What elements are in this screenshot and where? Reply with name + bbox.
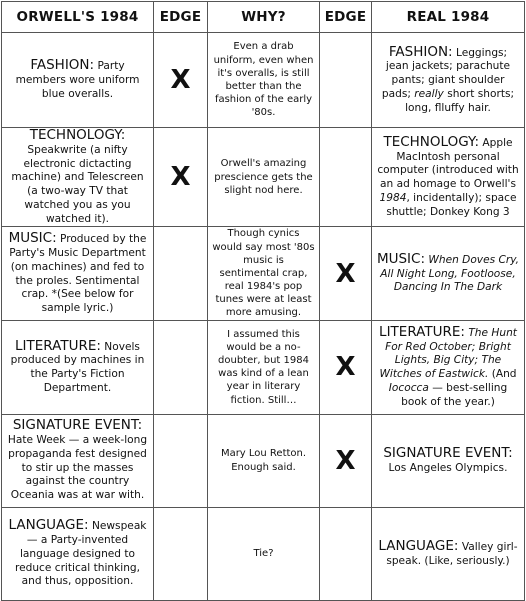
- real-cell: [372, 507, 525, 600]
- real-text-italic: The Hunt For Red October; Bright Lights, Big City; The Witches of Eastwick.: [379, 326, 517, 381]
- header-real: REAL 1984: [372, 2, 525, 33]
- category-label: FASHION:: [388, 43, 453, 60]
- table-row-language: [2, 507, 525, 600]
- real-text-italic: 1984: [379, 191, 407, 204]
- edge-right-cell: [320, 33, 372, 128]
- why-cell: Tie?: [208, 507, 320, 600]
- why-cell: Mary Lou Retton. Enough said.: [208, 414, 320, 507]
- orwell-cell: [2, 128, 154, 227]
- winner-x-mark: X: [170, 65, 191, 95]
- edge-left-cell: [154, 414, 208, 507]
- category-label: SIGNATURE EVENT:: [12, 417, 143, 434]
- orwell-cell: [2, 507, 154, 600]
- category-label: SIGNATURE EVENT:: [383, 444, 513, 461]
- edge-right-cell: [320, 128, 372, 227]
- table-row-music: [2, 227, 525, 320]
- edge-left-cell: [154, 507, 208, 600]
- real-text: Valley girl-speak. (Like, seriously.): [386, 540, 518, 567]
- real-cell: [372, 414, 525, 507]
- header-row: [2, 2, 525, 33]
- real-text: — best-selling book of the year.): [401, 381, 508, 408]
- orwell-cell: [2, 227, 154, 320]
- real-cell: [372, 227, 525, 320]
- orwell-text: Hate Week — a week-long propaganda fest designed to stir up the masses against the country Oceania was at war with.: [7, 434, 148, 502]
- table-row-signature-event: [2, 414, 525, 507]
- category-label: LANGUAGE:: [8, 517, 89, 534]
- real-text: (And: [488, 368, 517, 381]
- orwell-text: Speakwrite (a nifty electronic dictacting machine) and Telescreen (a two-way TV that watched you as you watched it).: [11, 143, 144, 225]
- header-why: WHY?: [208, 2, 320, 33]
- why-cell: Orwell's amazing prescience gets the slight nod here.: [208, 128, 320, 227]
- category-label: LANGUAGE:: [378, 537, 459, 554]
- category-label: LITERATURE:: [15, 337, 101, 354]
- table-row-literature: [2, 320, 525, 414]
- orwell-text: Produced by the Party's Music Department (on machines) and fed to the proles. Sentimental crap. *(See below for sample lyric.): [9, 233, 147, 315]
- orwell-cell: [2, 414, 154, 507]
- winner-x-mark: X: [335, 258, 356, 289]
- edge-right-cell: [320, 227, 372, 320]
- real-text-italic: really: [414, 87, 444, 100]
- comparison-table: [1, 1, 525, 601]
- edge-left-cell: [154, 128, 208, 227]
- orwell-text: Party members wore uniform blue overalls.: [15, 60, 140, 100]
- orwell-cell: [2, 320, 154, 414]
- header-edge-left: EDGE: [154, 2, 208, 33]
- real-text: Leggings; jean jackets; parachute pants; giant shoulder pads;: [381, 46, 511, 100]
- real-text: short shorts; long, flluffy hair.: [405, 87, 515, 114]
- category-label: TECHNOLOGY:: [383, 133, 479, 150]
- real-text: Apple MacIntosh personal computer (introduced with an ad homage to Orwell's: [377, 136, 519, 191]
- header-orwell: ORWELL'S 1984: [2, 2, 154, 33]
- orwell-text: Newspeak — a Party-invented language designed to reduce critical thinking, and thus, opposition.: [14, 520, 147, 588]
- table-row-technology: [2, 128, 525, 227]
- edge-left-cell: [154, 227, 208, 320]
- orwell-cell: [2, 33, 154, 128]
- header-edge-right: EDGE: [320, 2, 372, 33]
- category-label: FASHION:: [30, 57, 95, 74]
- real-text: , incidentally); space shuttle; Donkey Kong 3: [386, 191, 517, 218]
- real-text: Los Angeles Olympics.: [388, 461, 508, 474]
- real-cell: [372, 320, 525, 414]
- why-cell: Even a drab uniform, even when it's overalls, is still better than the fashion of the early '80s.: [208, 33, 320, 128]
- why-cell: I assumed this would be a no-doubter, but 1984 was kind of a lean year in literary fiction. Still…: [208, 320, 320, 414]
- edge-right-cell: [320, 320, 372, 414]
- winner-x-mark: X: [335, 352, 356, 383]
- real-cell: [372, 33, 525, 128]
- winner-x-mark: X: [335, 445, 356, 476]
- edge-right-cell: [320, 414, 372, 507]
- edge-left-cell: [154, 320, 208, 414]
- winner-x-mark: X: [170, 162, 191, 193]
- why-cell: Though cynics would say most '80s music is sentimental crap, real 1984's pop tunes were at least more amusing.: [208, 227, 320, 320]
- real-text-italic: Iococca: [388, 381, 429, 394]
- edge-right-cell: [320, 507, 372, 600]
- real-cell: [372, 128, 525, 227]
- category-label: MUSIC:: [376, 250, 425, 267]
- edge-left-cell: [154, 33, 208, 128]
- category-label: MUSIC:: [8, 230, 57, 247]
- real-text-italic: When Doves Cry, All Night Long, Footloose, Dancing In The Dark: [380, 253, 520, 294]
- category-label: TECHNOLOGY:: [29, 127, 126, 143]
- category-label: LITERATURE:: [379, 323, 465, 340]
- orwell-text: Novels produced by machines in the Party's Fiction Department.: [10, 340, 145, 394]
- table-row-fashion: [2, 33, 525, 128]
